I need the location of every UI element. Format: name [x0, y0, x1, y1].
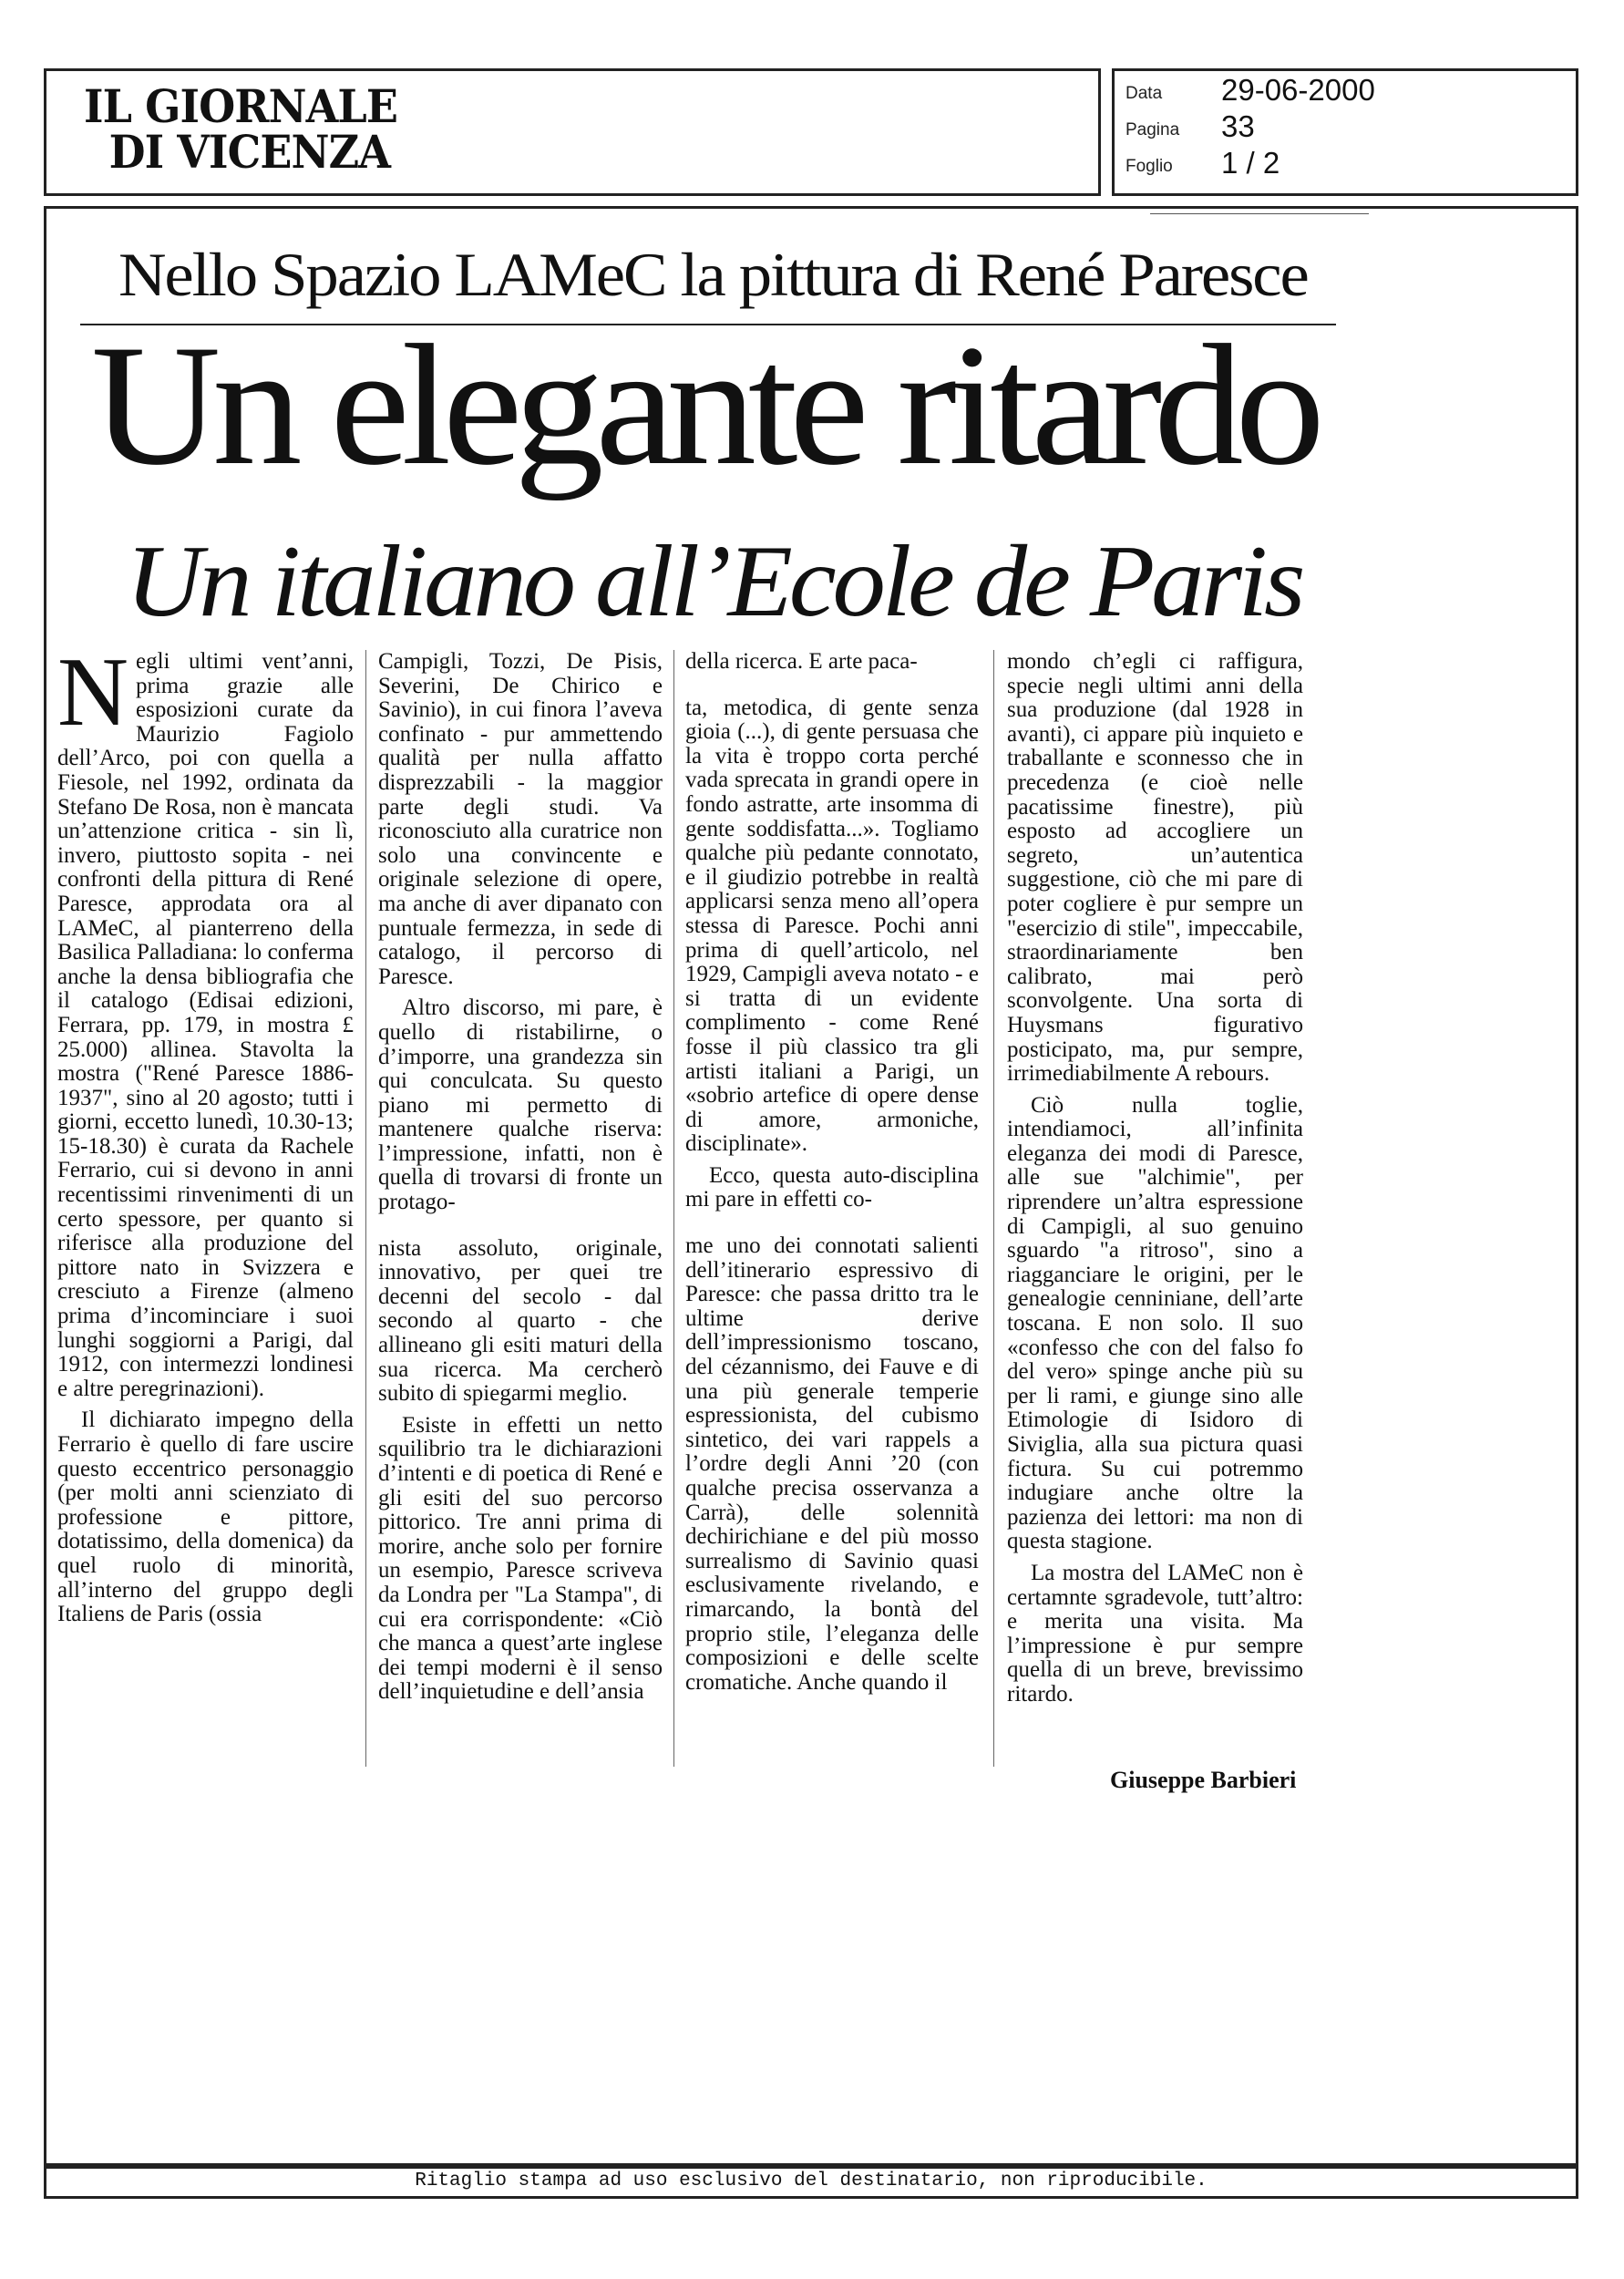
paragraph-text: egli ultimi vent’anni, prima grazie alle esposizioni curate da Maurizio Fagiolo dell’Arco, poi con quella a Fiesole, nel 1992, ordinata da Stefano De Rosa, non è mancata un’attenzione critica - sin lì, invero, piuttosto sopita - nei confronti della pittura di René Paresce, approdata ora al LAMeC, al pianterreno della Basilica Palladiana: lo conferma anche la densa bibliografia che il catalogo (Edisai edizioni, Ferrara, pp. 179, in mostra £ 25.000) allinea. Stavolta la mostra ("René Paresce 1886-1937", sino al 20 agosto; tutti i giorni, eccetto lunedì, 10.30-13; 15-18.30) è curata da Rachele Ferrario, cui si devono in anni recentissimi rinvenimenti di un certo spessore, per quanto si riferisce alla produzione del pittore nato in Svizzera e cresciuto a Firenze (almeno prima d’incominciare i suoi lunghi soggiorni a Parigi, dal 1912, con intermezzi londinesi e altre peregrinazioni).: [57, 649, 354, 1401]
paragraph: ta, metodica, di gente senza gioia (...), di gente persuasa che la vita è troppo corta perché vada sprecata in grandi opere in fondo astratte, arte insomma di gente soddisfatta...». Togliamo qualche più pedante connotato, e il giudizio potrebbe in realtà applicarsi senza meno all’opera stessa di Paresce. Pochi anni prima di quell’articolo, nel 1929, Campigli aveva notato - e si tratta di un evidente complimento - come René fosse il più classico tra gli artisti italiani a Parigi, un «sobrio artefice di opere dense di amore, armoniche, disciplinate».: [685, 695, 979, 1157]
article-kicker: Nello Spazio LAMeC la pittura di René Paresce: [118, 240, 1308, 309]
paragraph: mondo ch’egli ci raffigura, specie negli ultimi anni della sua produzione (dal 1928 in avanti), ci appare più inquieto e traballante e sconnesso che in precedenza (e cioè nelle pacatissime finestre), più esposto ad accogliere un segreto, un’autentica suggestione, ciò che mi pare di poter cogliere è pur sempre un "esercizio di stile", impeccabile, straordinariamente ben calibrato, mai però sconvolgente. Una sorta di Huysmans figurativo posticipato, ma, pur sempre, irrimediabilmente A rebours.: [1007, 649, 1303, 1087]
newspaper-logo: [84, 79, 398, 179]
article-column-3: [685, 650, 979, 1702]
data-value: 29-06-2000: [1221, 73, 1375, 107]
paragraph: Campigli, Tozzi, De Pisis, Severini, De Chirico e Savinio), in cui finora l’aveva confinato - pur ammettendo qualità per nulla affatto disprezzabili - la maggior parte degli studi. Va riconosciuto alla curatrice non solo una convincente e originale selezione di opere, ma anche di aver dipanato con puntuale fermezza, in sede di catalogo, il percorso di Paresce.: [378, 649, 663, 989]
paragraph: nista assoluto, originale, innovativo, per quei tre decenni del secolo - dal secondo al quarto - che allineano gli esiti maturi della sua ricerca. Ma cercherò subito di spiegarmi meglio.: [378, 1235, 663, 1407]
paragraph: La mostra del LAMeC non è certamnte sgradevole, tutt’altro: e merita una visita. Ma l’impressione è pur sempre quella di un breve, brevissimo ritardo.: [1007, 1560, 1303, 1707]
paragraph: Altro discorso, mi pare, è quello di ristabilirne, o d’imporre, una grandezza sin qui conculcata. Su questo piano mi permetto di mantenere qualche riserva: l’impressione, infatti, non è quella di trovarsi di fronte un protago-: [378, 995, 663, 1215]
paragraph: me uno dei connotati salienti dell’itinerario espressivo di Paresce: che passa dritto tra le ultime derive dell’impressionismo toscano, del cézannismo, dei Fauve e di una più generale temperie espressionista, del cubismo sintetico, dei vari rappels a l’ordre degli Anni ’20 (con qualche precisa osservanza a Carrà), delle solennità dechirichiane e del più mosso surrealismo di Savinio quasi esclusivamente rivelando, e rimarcando, la bontà del proprio stile, l’eleganza delle composizioni e delle scelte cromatiche. Anche quando il: [685, 1233, 979, 1695]
paragraph: [57, 638, 354, 1401]
article-title: Un elegante ritardo: [91, 310, 1317, 501]
foglio-value: 1 / 2: [1221, 146, 1280, 180]
logo-line-1: IL GIORNALE: [84, 79, 398, 133]
top-thin-rule: [1150, 213, 1369, 214]
paragraph: Ecco, questa auto-disciplina mi pare in effetti co-: [685, 1162, 979, 1212]
footer-disclaimer: Ritaglio stampa ad uso esclusivo del destinatario, non riproducibile.: [415, 2171, 1208, 2191]
column-rule: [673, 650, 674, 1767]
data-label: Data: [1125, 84, 1163, 103]
drop-cap: N: [57, 638, 128, 747]
column-rule: [365, 650, 366, 1767]
pagina-value: 33: [1221, 109, 1255, 143]
paragraph: Esiste in effetti un netto squilibrio tra le dichiarazioni d’intenti e di poetica di René e gli esiti del suo percorso pittorico. Tre anni prima di morire, anche solo per fornire un esempio, Paresce scriveva da Londra per "La Stampa", di cui era corrispondente: «Ciò che manca a quest’arte inglese dei tempi moderni è il senso dell’inquietudine e dell’ansia: [378, 1412, 663, 1705]
paragraph: della ricerca. E arte paca-: [685, 649, 918, 674]
pagina-label: Pagina: [1125, 120, 1180, 139]
paragraph: Ciò nulla toglie, intendiamoci, all’infinita eleganza dei modi di Paresce, alle sue "alchimie", per riprendere un’altra espressione di Campigli, al suo genuino sguardo "a ritroso", sino a riagganciare le origini, per le genealogie cenniniane, dell’arte toscana. E non solo. Il suo «confesso che con del falso fo del vero» spinge anche più su per li rami, e giunge sino alle Etimologie di Isidoro di Siviglia, alla sua pictura quasi fictura. Su cui potremmo indugiare anche oltre la pazienza dei lettori: ma non di questa stagione.: [1007, 1092, 1303, 1554]
article-column-2: [378, 650, 663, 1712]
article-subtitle: Un italiano all’Ecole de Paris: [126, 525, 1302, 638]
foglio-label: Foglio: [1125, 157, 1173, 176]
author-signature: Giuseppe Barbieri: [1110, 1767, 1297, 1793]
article-column-1: [57, 638, 354, 1634]
article-column-4: [1007, 650, 1303, 1715]
column-rule: [993, 650, 994, 1767]
logo-line-2: DI VICENZA: [108, 125, 391, 179]
paragraph: Il dichiarato impegno della Ferrario è quello di fare uscire questo eccentrico personaggio (per molti anni scienziato di professione e pittore, dotatissimo, della domenica) da quel ruolo di minorità, all’interno del gruppo degli Italiens de Paris (ossia: [57, 1408, 354, 1627]
